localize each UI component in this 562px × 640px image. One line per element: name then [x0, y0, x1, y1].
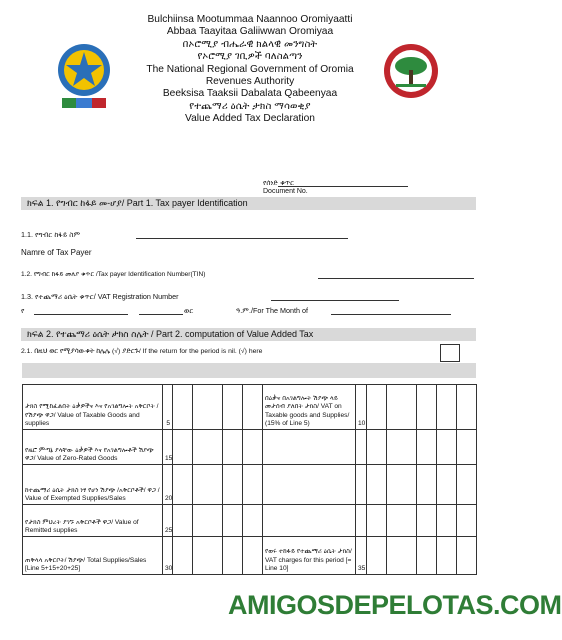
header-line-9: Value Added Tax Declaration — [185, 113, 315, 125]
site-watermark: AMIGOSDEPELOTAS.COM — [228, 590, 562, 620]
amount-cell[interactable] — [437, 465, 457, 505]
amount-cell[interactable] — [193, 505, 223, 537]
header-text — [116, 14, 384, 126]
amount-cell[interactable] — [243, 537, 263, 575]
amount-cell[interactable] — [457, 465, 477, 505]
tin-label: 1.2. የግብር ከፋይ መለያ ቁጥር /Tax payer Identification Number(TIN) — [21, 271, 206, 278]
amount-cell[interactable] — [417, 537, 437, 575]
amount-cell[interactable] — [367, 385, 387, 430]
document-number-label — [263, 180, 308, 196]
ethiopia-emblem-icon — [56, 42, 112, 112]
table-row — [23, 385, 477, 430]
line-number: 30 — [163, 537, 173, 575]
year-label: የ — [21, 306, 25, 315]
amount-cell[interactable] — [437, 385, 457, 430]
line-number: 35 — [356, 537, 367, 575]
vat-registration-field[interactable] — [271, 300, 399, 301]
row-label: ጠቅላላ አቅርቦት/ ሽያጭ/ Total Supplies/Sales [Line 5+15+20+25] — [23, 537, 163, 575]
amount-cell[interactable] — [387, 465, 417, 505]
month-field[interactable] — [139, 314, 183, 315]
amount-cell[interactable] — [193, 385, 223, 430]
line-number: 5 — [163, 385, 173, 430]
row-label: የዜሮ ምጣኔ ያላቸው ዕቃዎች እና የአገልግሎቶች ሽያጭ ዋጋ/ Value of Zero-Rated Goods — [23, 430, 163, 465]
form-header — [16, 6, 480, 176]
document-number-label-am: የሰነድ ቁጥር — [263, 180, 295, 187]
amount-cell[interactable] — [417, 430, 437, 465]
amount-cell[interactable] — [193, 465, 223, 505]
amount-cell[interactable] — [387, 385, 417, 430]
table-row — [23, 505, 477, 537]
amount-cell[interactable] — [173, 385, 193, 430]
month-label: ወር — [184, 306, 194, 315]
header-line-3: በኦሮሚያ ብሔራዊ ክልላዊ መንግስት — [182, 38, 318, 50]
amount-cell[interactable] — [437, 430, 457, 465]
header-line-8: የተጨማሪ ዕሴት ታክስ ማሳወቂያ — [189, 100, 311, 112]
row-label: በዕቃና በአገልግሎት ሽያጭ ላይ መታሰብ ያለበት ታክስ/ VAT on Taxable goods and Supplies/ (15% of Line 5) — [263, 385, 356, 430]
amount-cell[interactable] — [367, 430, 387, 465]
header-line-4: የኦሮሚያ ገቢዎች ባለስልጣን — [197, 51, 303, 63]
document-number-label-en: Document No. — [263, 188, 308, 195]
vat-computation-table — [22, 384, 477, 575]
row-label: የወሩ ተከፋይ የተጨማሪ ዕሴት ታክስ/ VAT charges for this period [= Line 10] — [263, 537, 356, 575]
amount-cell[interactable] — [173, 505, 193, 537]
taxpayer-name-label-am: 1.1. የግብር ከፋይ ስም — [21, 230, 81, 239]
amount-cell[interactable] — [437, 537, 457, 575]
amount-cell[interactable] — [193, 430, 223, 465]
shaded-separator — [22, 363, 476, 378]
row-label: የታክስ ምህረት ያገኙ አቅርቦቶች ዋጋ/ Value of Remitted supplies — [23, 505, 163, 537]
amount-cell[interactable] — [223, 537, 243, 575]
header-line-6: Revenues Authority — [205, 76, 295, 88]
amount-cell[interactable] — [367, 505, 387, 537]
row-label — [263, 505, 356, 537]
line-number: 20 — [163, 465, 173, 505]
header-line-5: The National Regional Government of Oromia — [146, 63, 354, 75]
amount-cell[interactable] — [457, 385, 477, 430]
amount-cell[interactable] — [243, 430, 263, 465]
for-month-field[interactable] — [331, 314, 451, 315]
amount-cell[interactable] — [387, 505, 417, 537]
amount-cell[interactable] — [223, 430, 243, 465]
header-line-1: Bulchiinsa Mootummaa Naannoo Oromiyaatti — [147, 14, 353, 25]
table-row — [23, 537, 477, 575]
amount-cell[interactable] — [367, 537, 387, 575]
amount-cell[interactable] — [417, 385, 437, 430]
amount-cell[interactable] — [173, 430, 193, 465]
table-row — [23, 430, 477, 465]
amount-cell[interactable] — [223, 385, 243, 430]
nil-return-checkbox[interactable] — [440, 344, 460, 362]
amount-cell[interactable] — [417, 505, 437, 537]
amount-cell[interactable] — [243, 505, 263, 537]
amount-cell[interactable] — [173, 465, 193, 505]
for-month-label: ዓ.ም./For The Month of — [236, 306, 308, 315]
header-line-7: Beeksisa Taaksii Dabalata Qabeenyaa — [162, 88, 338, 100]
amount-cell[interactable] — [243, 465, 263, 505]
oromia-emblem-icon — [382, 42, 440, 100]
line-number — [356, 505, 367, 537]
document-number-field[interactable] — [278, 186, 408, 187]
line-number: 15 — [163, 430, 173, 465]
line-number: 25 — [163, 505, 173, 537]
year-field[interactable] — [34, 314, 128, 315]
part1-title: ክፍል 1. የግብር ከፋይ መ-ሆያ/ Part 1. Tax payer Identification — [21, 197, 476, 210]
line-number — [356, 430, 367, 465]
amount-cell[interactable] — [243, 385, 263, 430]
amount-cell[interactable] — [457, 505, 477, 537]
taxpayer-name-label-en: Namre of Tax Payer — [21, 248, 92, 257]
line-number: 10 — [356, 385, 367, 430]
header-line-2: Abbaa Taayitaa Galiiwwan Oromiyaa — [166, 26, 334, 38]
amount-cell[interactable] — [437, 505, 457, 537]
amount-cell[interactable] — [367, 465, 387, 505]
amount-cell[interactable] — [173, 537, 193, 575]
amount-cell[interactable] — [193, 537, 223, 575]
nil-return-label: 2.1. በዚህ ወር የሚያሳውቁት ከሌሌ (√) ያድርጉ/ If the return for the period is nil. (√) here — [21, 348, 263, 355]
row-label — [263, 430, 356, 465]
part2-title: ክፍል 2. የተጨማሪ ዕሴት ታክስ ስሌት / Part 2. computation of Value Added Tax — [21, 328, 476, 341]
amount-cell[interactable] — [387, 537, 417, 575]
line-number — [356, 465, 367, 505]
row-label — [263, 465, 356, 505]
amount-cell[interactable] — [223, 465, 243, 505]
amount-cell[interactable] — [457, 537, 477, 575]
tin-field[interactable] — [318, 278, 474, 279]
amount-cell[interactable] — [387, 430, 417, 465]
amount-cell[interactable] — [223, 505, 243, 537]
table-row — [23, 465, 477, 505]
amount-cell[interactable] — [457, 430, 477, 465]
vat-registration-label: 1.3. የተጨማሪ ዕሴት ቁጥር/ VAT Registration Number — [21, 292, 179, 301]
vat-declaration-form — [16, 6, 480, 578]
row-label: ታክስ የሚከፈልበት ዕቃዎችና እና የአገልግሎት አቅርቦት /የሽያጭ ዋጋ/ Value of Taxable Goods and supplies — [23, 385, 163, 430]
taxpayer-name-field[interactable] — [136, 238, 348, 239]
row-label: ከተጨማሪ ዕሴት ታክስ ነፃ የሆነ ሽያጭ /አቅርቦቶች/ ዋጋ / Value of Exempted Supplies/Sales — [23, 465, 163, 505]
amount-cell[interactable] — [417, 465, 437, 505]
